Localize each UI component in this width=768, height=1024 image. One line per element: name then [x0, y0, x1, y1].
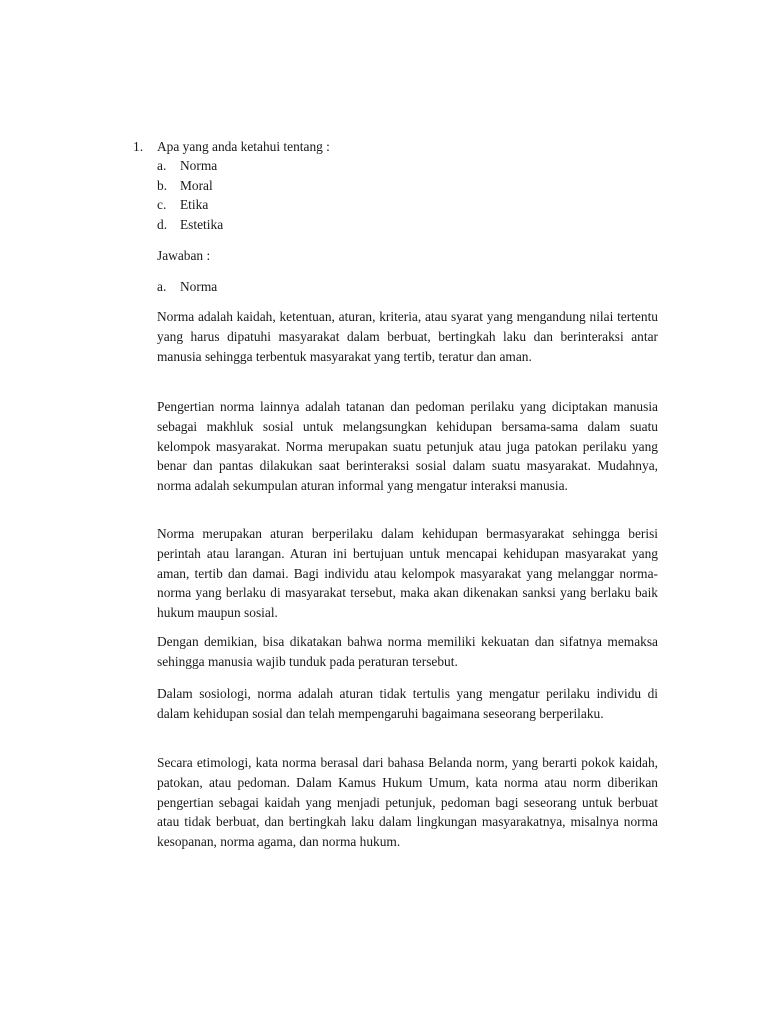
option-label: Estetika	[180, 216, 224, 232]
option-item	[157, 195, 223, 215]
paragraph: Norma merupakan aturan berperilaku dalam kehidupan bermasyarakat sehingga berisi perintah atau larangan. Aturan ini bertujuan untuk mencapai kehidupan masyarakat yang aman, tertib dan damai. Bagi individu atau kelompok masyarakat yang melanggar norma-norma yang berlaku di masyarakat tersebut, maka akan dikenakan sanksi yang berlaku baik hukum maupun sosial.	[157, 526, 658, 621]
option-label: Moral	[180, 177, 213, 193]
section-label: Norma	[180, 279, 218, 294]
option-item	[157, 176, 223, 196]
question-text: Apa yang anda ketahui tentang :	[157, 139, 330, 154]
paragraph: Dalam sosiologi, norma adalah aturan tidak tertulis yang mengatur perilaku individu di dalam kehidupan sosial dan telah mempengaruhi bagaimana seseorang berperilaku.	[157, 686, 658, 721]
paragraph: Dengan demikian, bisa dikatakan bahwa norma memiliki kekuatan dan sifatnya memaksa sehingga manusia wajib tunduk pada peraturan tersebut.	[157, 634, 658, 669]
option-letter: d.	[157, 216, 168, 232]
question-number: 1.	[133, 139, 144, 154]
option-letter: a.	[157, 158, 167, 173]
question-line	[133, 137, 330, 157]
answer-section-heading	[157, 277, 217, 297]
option-item	[157, 156, 223, 176]
option-label: Norma	[180, 158, 218, 173]
option-letter: c.	[157, 197, 167, 212]
section-letter: a.	[157, 279, 167, 294]
paragraph: Pengertian norma lainnya adalah tatanan dan pedoman perilaku yang diciptakan manusia sebagai makhluk sosial untuk melangsungkan kehidupan bersama-sama dalam suatu kelompok masyarakat. Norma merupakan suatu petunjuk atau juga patokan perilaku yang benar dan pantas dilakukan saat berinteraksi sosial dalam suatu masyarakat. Mudahnya, norma adalah sekumpulan aturan informal yang mengatur interaksi manusia.	[157, 399, 658, 494]
answer-heading: Jawaban :	[157, 248, 211, 263]
option-list	[157, 156, 223, 234]
option-item	[157, 215, 223, 235]
paragraph: Secara etimologi, kata norma berasal dari bahasa Belanda norm, yang berarti pokok kaidah, patokan, atau pedoman. Dalam Kamus Hukum Umum, kata norma atau norm diberikan pengertian sebagai kaidah yang menjadi petunjuk, pedoman bagi seseorang untuk berbuat atau tidak berbuat, dan bertingkah laku dalam lingkungan masyarakatnya, misalnya norma kesopanan, norma agama, dan norma hukum.	[157, 755, 658, 850]
paragraph: Norma adalah kaidah, ketentuan, aturan, kriteria, atau syarat yang mengandung nilai tertentu yang harus dipatuhi masyarakat dalam berbuat, bertingkah laku dan berinteraksi antar manusia sehingga terbentuk masyarakat yang tertib, teratur dan aman.	[157, 309, 658, 364]
option-letter: b.	[157, 177, 168, 193]
option-label: Etika	[180, 197, 209, 212]
